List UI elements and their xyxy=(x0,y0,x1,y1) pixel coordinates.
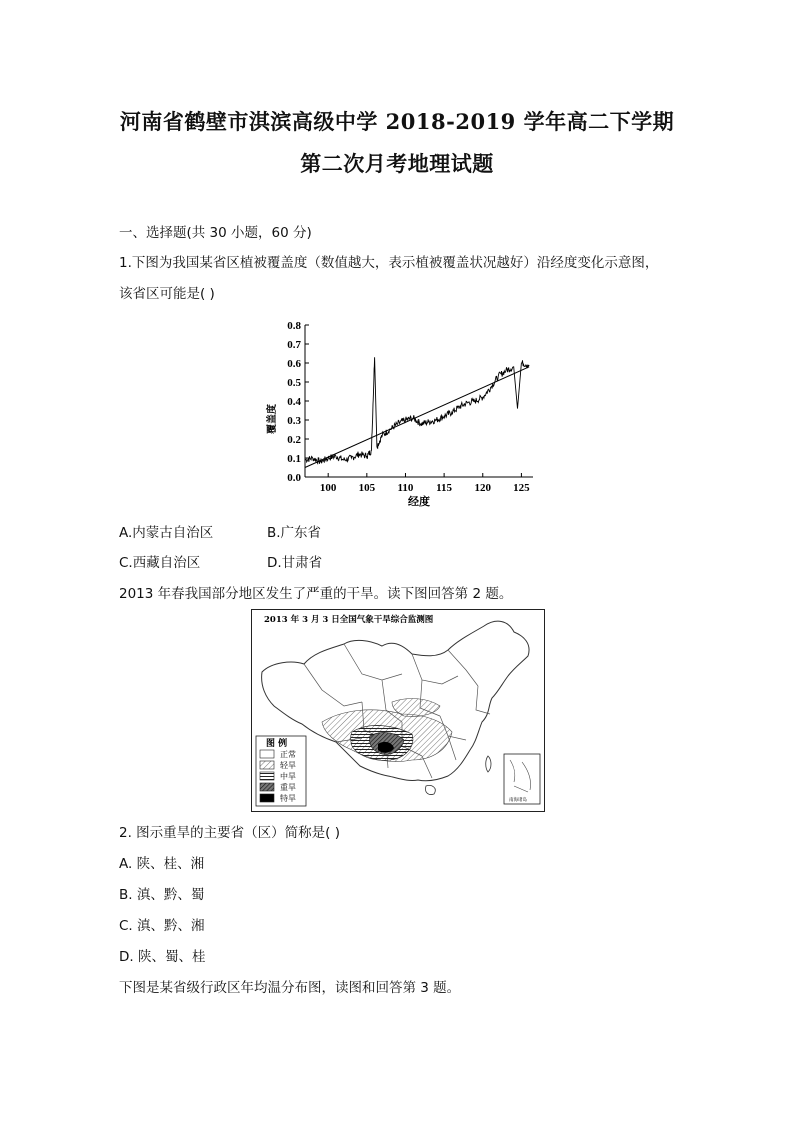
q2-stem: 2. 图示重旱的主要省（区）简称是( ) xyxy=(119,825,340,841)
section-heading: 一、选择题(共 30 小题，60 分) xyxy=(119,225,312,241)
y-tick-label: 0.7 xyxy=(287,339,301,351)
legend-extreme: 特旱 xyxy=(280,794,296,803)
y-axis-label: 覆盖度 xyxy=(267,404,278,434)
q1-option-b: B.广东省 xyxy=(267,525,322,541)
q1-option-a: A.内蒙古自治区 xyxy=(119,525,214,541)
map-title: 2013 年 3 月 3 日全国气象干旱综合监测图 xyxy=(264,615,434,625)
coverage-series-line xyxy=(305,357,529,464)
legend-light: 轻旱 xyxy=(280,761,296,770)
south-china-sea-inset xyxy=(504,754,540,804)
x-tick-label: 125 xyxy=(513,482,530,494)
document-title-line2: 第二次月考地理试题 xyxy=(300,151,494,176)
legend-severe: 重旱 xyxy=(280,783,296,792)
y-tick-label: 0.8 xyxy=(287,320,301,332)
q2-intro: 2013 年春我国部分地区发生了严重的干旱。读下图回答第 2 题。 xyxy=(119,586,513,602)
hainan xyxy=(425,785,435,794)
x-tick-label: 110 xyxy=(397,482,414,494)
x-tick-label: 105 xyxy=(358,482,376,494)
y-tick-label: 0.2 xyxy=(287,434,301,446)
q2-option-b: B. 滇、黔、蜀 xyxy=(119,887,205,903)
drought-monitoring-map xyxy=(251,609,545,812)
q2-option-c: C. 滇、黔、湘 xyxy=(119,918,205,934)
q2-option-a: A. 陕、桂、湘 xyxy=(119,856,205,872)
q2-option-d: D. 陕、蜀、桂 xyxy=(119,949,206,965)
y-tick-label: 0.3 xyxy=(287,415,301,427)
legend-title: 图 例 xyxy=(266,739,288,749)
map-legend xyxy=(256,736,306,806)
y-tick-label: 0.1 xyxy=(287,453,301,465)
y-tick-label: 0.0 xyxy=(287,472,301,484)
inset-label: 南海诸岛 xyxy=(509,798,527,803)
legend-normal: 正常 xyxy=(280,750,296,759)
x-tick-label: 115 xyxy=(436,482,453,494)
vegetation-coverage-chart xyxy=(262,312,552,512)
q1-option-c: C.西藏自治区 xyxy=(119,555,201,571)
document-title-line1: 河南省鹤壁市淇滨高级中学 2018-2019 学年高二下学期 xyxy=(119,109,675,134)
q3-intro: 下图是某省级行政区年均温分布图，读图和回答第 3 题。 xyxy=(119,980,461,996)
legend-moderate: 中旱 xyxy=(280,772,296,781)
q1-stem-line1: 1.下图为我国某省区植被覆盖度（数值越大，表示植被覆盖状况越好）沿经度变化示意图， xyxy=(119,255,659,271)
q1-option-d: D.甘肃省 xyxy=(267,555,323,571)
x-tick-label: 120 xyxy=(474,482,492,494)
taiwan xyxy=(486,756,491,772)
x-axis-label: 经度 xyxy=(408,495,430,508)
trend-line xyxy=(305,367,529,468)
y-tick-label: 0.5 xyxy=(287,377,301,389)
y-tick-label: 0.4 xyxy=(287,396,301,408)
y-tick-label: 0.6 xyxy=(287,358,301,370)
x-tick-label: 100 xyxy=(319,482,337,494)
q1-stem-line2: 该省区可能是( ) xyxy=(119,286,215,302)
